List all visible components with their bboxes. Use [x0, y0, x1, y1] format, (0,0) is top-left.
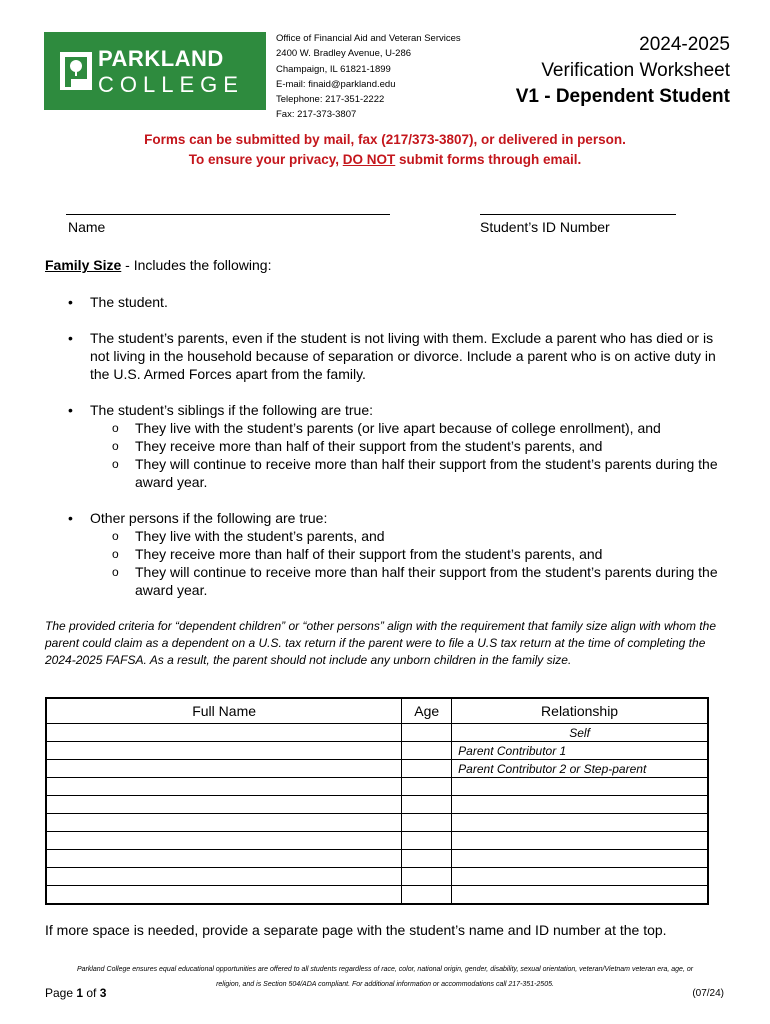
page-current: 1 [76, 986, 84, 1000]
full-name-cell[interactable] [46, 778, 402, 796]
table-row [46, 778, 708, 796]
sub-list-item: o They receive more than half of their support from the student’s parents, and [90, 545, 728, 563]
logo-name: PARKLAND [98, 46, 224, 71]
full-name-cell[interactable] [46, 760, 402, 778]
sub-list-item: o They will continue to receive more than half their support from the student’s parents during the award year. [90, 455, 728, 491]
sub-list-item: o They live with the student’s parents, and [90, 527, 728, 545]
office-fax: Fax: 217-373-3807 [276, 109, 357, 121]
relationship-cell[interactable] [452, 832, 708, 850]
office-contact-block [276, 31, 461, 123]
name-signature-line[interactable] [66, 214, 390, 215]
table-row [46, 886, 708, 905]
relationship-cell[interactable] [452, 886, 708, 905]
age-cell[interactable] [402, 850, 452, 868]
table-row [46, 760, 708, 778]
column-header-full-name: Full Name [46, 698, 402, 724]
full-name-cell[interactable] [46, 742, 402, 760]
age-cell[interactable] [402, 778, 452, 796]
office-name: Office of Financial Aid and Veteran Services [276, 33, 461, 44]
table-row [46, 742, 708, 760]
table-row [46, 796, 708, 814]
others-intro: • Other persons if the following are true: [90, 510, 328, 526]
age-cell[interactable] [402, 796, 452, 814]
family-size-heading [45, 257, 271, 273]
sub-list-item: o They live with the student’s parents (or live apart because of college enrollment), and [90, 419, 728, 437]
office-email: E-mail: finaid@parkland.edu [276, 78, 396, 90]
list-item-siblings [68, 401, 728, 491]
revision-date: (07/24) [692, 988, 724, 999]
list-item: • The student’s parents, even if the student is not living with them. Exclude a parent who has died or is not living in the household because of separation or divorce. Include a parent who is on active duty in the U.S. Armed Forces apart from the family. [68, 329, 728, 383]
age-cell[interactable] [402, 868, 452, 886]
full-name-cell[interactable] [46, 832, 402, 850]
student-id-label: Student’s ID Number [480, 219, 610, 235]
full-name-cell[interactable] [46, 868, 402, 886]
column-header-age: Age [402, 698, 452, 724]
relationship-cell[interactable] [452, 796, 708, 814]
additional-space-instruction: If more space is needed, provide a separate page with the student’s name and ID number at the top. [45, 922, 667, 938]
notice-line-2-end: submit forms through email. [395, 152, 582, 167]
list-item: • The student. [68, 293, 728, 311]
page-total: 3 [99, 986, 107, 1000]
age-cell[interactable] [402, 814, 452, 832]
family-size-title: Family Size [45, 257, 122, 273]
siblings-intro: • The student’s siblings if the following are true: [90, 402, 374, 418]
table-row [46, 814, 708, 832]
full-name-cell[interactable] [46, 850, 402, 868]
sub-list-item: o They will continue to receive more than half their support from the student’s parents during the award year. [90, 563, 728, 599]
relationship-cell[interactable] [452, 778, 708, 796]
worksheet-title-block [516, 32, 730, 110]
table-row [46, 850, 708, 868]
age-cell[interactable] [402, 724, 452, 742]
notice-line-2-start: To ensure your privacy, [188, 152, 343, 167]
page-number [45, 986, 106, 1000]
notice-emphasis: DO NOT [342, 152, 396, 167]
table-row [46, 868, 708, 886]
full-name-cell[interactable] [46, 886, 402, 905]
office-city: Champaign, IL 61821-1899 [276, 63, 391, 75]
office-telephone: Telephone: 217-351-2222 [276, 94, 385, 106]
relationship-cell: Parent Contributor 2 or Step-parent [452, 760, 708, 778]
sub-list-item: o They receive more than half of their support from the student’s parents, and [90, 437, 728, 455]
notice-line-1: Forms can be submitted by mail, fax (217/373-3807), or delivered in person. [144, 132, 626, 147]
name-label: Name [68, 219, 106, 235]
footer-line-1: Parkland College ensures equal educational opportunities are offered to all students regardless of race, color, national origin, gender, disability, sexual orientation, veteran/Vietnam veteran era, age, or [76, 966, 694, 973]
column-header-relationship: Relationship [452, 698, 708, 724]
student-id-line[interactable] [480, 214, 676, 215]
full-name-cell[interactable] [46, 814, 402, 832]
household-members-table [45, 697, 709, 905]
page-label: Page [45, 986, 77, 1000]
family-size-list [68, 293, 728, 617]
worksheet-title: Verification Worksheet [541, 60, 730, 81]
page-of: of [83, 986, 100, 1000]
parkland-p-icon [60, 52, 92, 90]
worksheet-subtitle: V1 - Dependent Student [515, 86, 730, 107]
submission-notice [0, 130, 770, 170]
age-cell[interactable] [402, 760, 452, 778]
footer-line-2: religion, and is Section 504/ADA compliant. For additional information or accommodations call 217-351-2505. [216, 981, 554, 988]
age-cell[interactable] [402, 742, 452, 760]
full-name-cell[interactable] [46, 796, 402, 814]
criteria-note: The provided criteria for “dependent children” or “other persons” align with the requirement that family size align with whom the parent could claim as a dependent on a U.S. tax return if the parent were to file a U.S tax return at the time of completing the 2024-2025 FAFSA. As a result, the parent should not include any unborn children in the family size. [45, 619, 716, 667]
relationship-cell[interactable] [452, 850, 708, 868]
relationship-cell[interactable] [452, 814, 708, 832]
full-name-cell[interactable] [46, 724, 402, 742]
logo-subtitle: COLLEGE [98, 72, 244, 97]
office-address: 2400 W. Bradley Avenue, U-286 [276, 48, 412, 60]
relationship-cell: Parent Contributor 1 [452, 742, 708, 760]
age-cell[interactable] [402, 886, 452, 905]
table-header-row [46, 698, 708, 724]
relationship-cell: Self [452, 724, 708, 742]
parkland-college-logo [44, 32, 266, 110]
table-row [46, 832, 708, 850]
table-row [46, 724, 708, 742]
award-year: 2024-2025 [639, 34, 730, 55]
family-size-intro: - Includes the following: [121, 257, 272, 273]
notice-line-2 [0, 150, 770, 170]
equal-opportunity-statement [40, 962, 730, 992]
age-cell[interactable] [402, 832, 452, 850]
list-item-other-persons [68, 509, 728, 599]
relationship-cell[interactable] [452, 868, 708, 886]
